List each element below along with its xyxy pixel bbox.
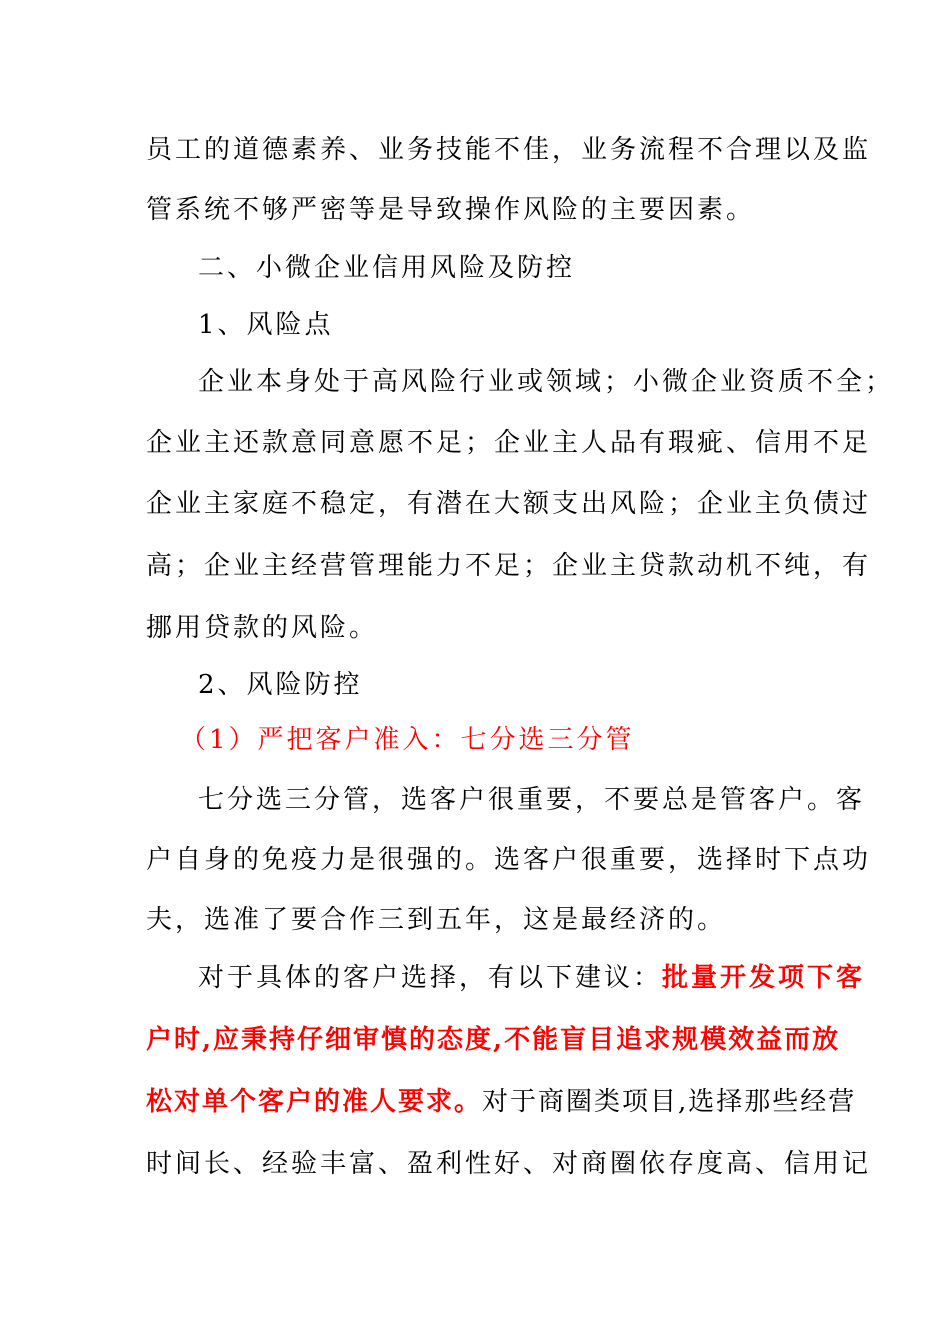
- paragraph-line: 员工的道德素养、业务技能不佳，业务流程不合理以及监: [146, 135, 872, 165]
- paragraph-line: 对于具体的客户选择，有以下建议：批量开发项下客: [198, 963, 866, 993]
- paragraph-line: 松对单个客户的准人要求。对于商圈类项目,选择那些经营: [146, 1087, 857, 1117]
- paragraph-line: 七分选三分管，选客户很重要，不要总是管客户。客: [198, 785, 866, 815]
- section-heading: 二、小微企业信用风险及防控: [198, 253, 576, 283]
- highlight-text: 松对单个客户的准人要求。: [146, 1087, 483, 1117]
- highlight-line: 户时,应秉持仔细审慎的态度,不能盲目追求规模效益而放: [146, 1025, 841, 1055]
- subsection-heading: 2、风险防控: [198, 670, 363, 700]
- paragraph-line: 高；企业主经营管理能力不足；企业主贷款动机不纯，有: [146, 551, 872, 581]
- red-subheading: （1）严把客户准入：七分选三分管: [180, 725, 635, 755]
- paragraph-line: 时间长、经验丰富、盈利性好、对商圈依存度高、信用记: [146, 1149, 872, 1179]
- paragraph-line: 户自身的免疫力是很强的。选客户很重要，选择时下点功: [146, 845, 872, 875]
- paragraph-line: 管系统不够严密等是导致操作风险的主要因素。: [146, 195, 756, 225]
- paragraph-line: 企业主还款意同意愿不足；企业主人品有瑕疵、信用不足: [146, 428, 872, 458]
- paragraph-line: 夫，选准了要合作三到五年，这是最经济的。: [146, 905, 727, 935]
- subsection-heading: 1、风险点: [198, 310, 334, 340]
- paragraph-line: 企业本身处于高风险行业或领域；小微企业资质不全；: [198, 367, 895, 397]
- highlight-text: 批量开发项下客: [662, 963, 866, 993]
- paragraph-line: 企业主家庭不稳定，有潜在大额支出风险；企业主负债过: [146, 489, 872, 519]
- paragraph-line: 挪用贷款的风险。: [146, 613, 379, 643]
